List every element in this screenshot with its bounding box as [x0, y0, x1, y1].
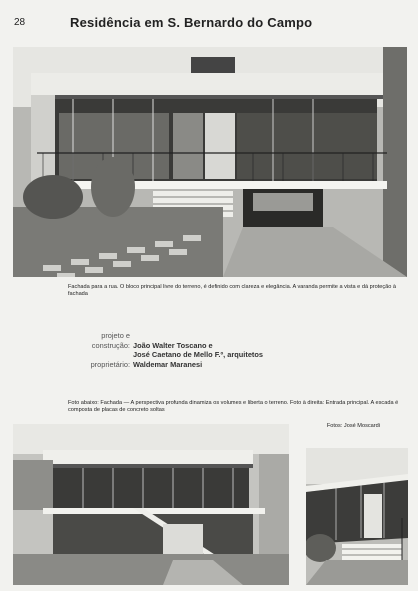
credits-label: construção:: [91, 340, 130, 350]
credits-label: [64, 350, 133, 360]
article-title: Residência em S. Bernardo do Campo: [70, 15, 313, 30]
credits-label: proprietário:: [90, 359, 130, 369]
credits-value: João Walter Toscano e: [133, 340, 213, 350]
credits-value: Waldemar Maranesi: [133, 359, 203, 369]
page-number: 28: [14, 17, 26, 28]
credits-row: [64, 331, 263, 341]
caption-bottom: Foto abaixo: Fachada — A perspectiva profunda dinamiza os volumes e liberta o terreno. Foto à direita: Entrada principal. A escada é composta de placas de concreto soltas: [68, 400, 399, 413]
caption-top: Fachada para a rua. O bloco principal livre do terreno, é definido com clareza e elegância. A varanda permite a vista e dá proteção à fachada: [68, 284, 397, 297]
credits-row: [64, 360, 263, 370]
credits-block: [64, 331, 263, 369]
credits-value: José Caetano de Mello F.º, arquitetos: [133, 350, 264, 360]
credits-row: [64, 350, 263, 360]
credits-label: projeto e: [101, 331, 130, 340]
credits-row: [64, 341, 263, 351]
photo-facade-perspective: [13, 424, 289, 585]
photo-main-entrance: [306, 448, 408, 585]
photo-facade-street: [13, 47, 407, 277]
photo-credit: Fotos: José Moscardi: [326, 423, 380, 429]
